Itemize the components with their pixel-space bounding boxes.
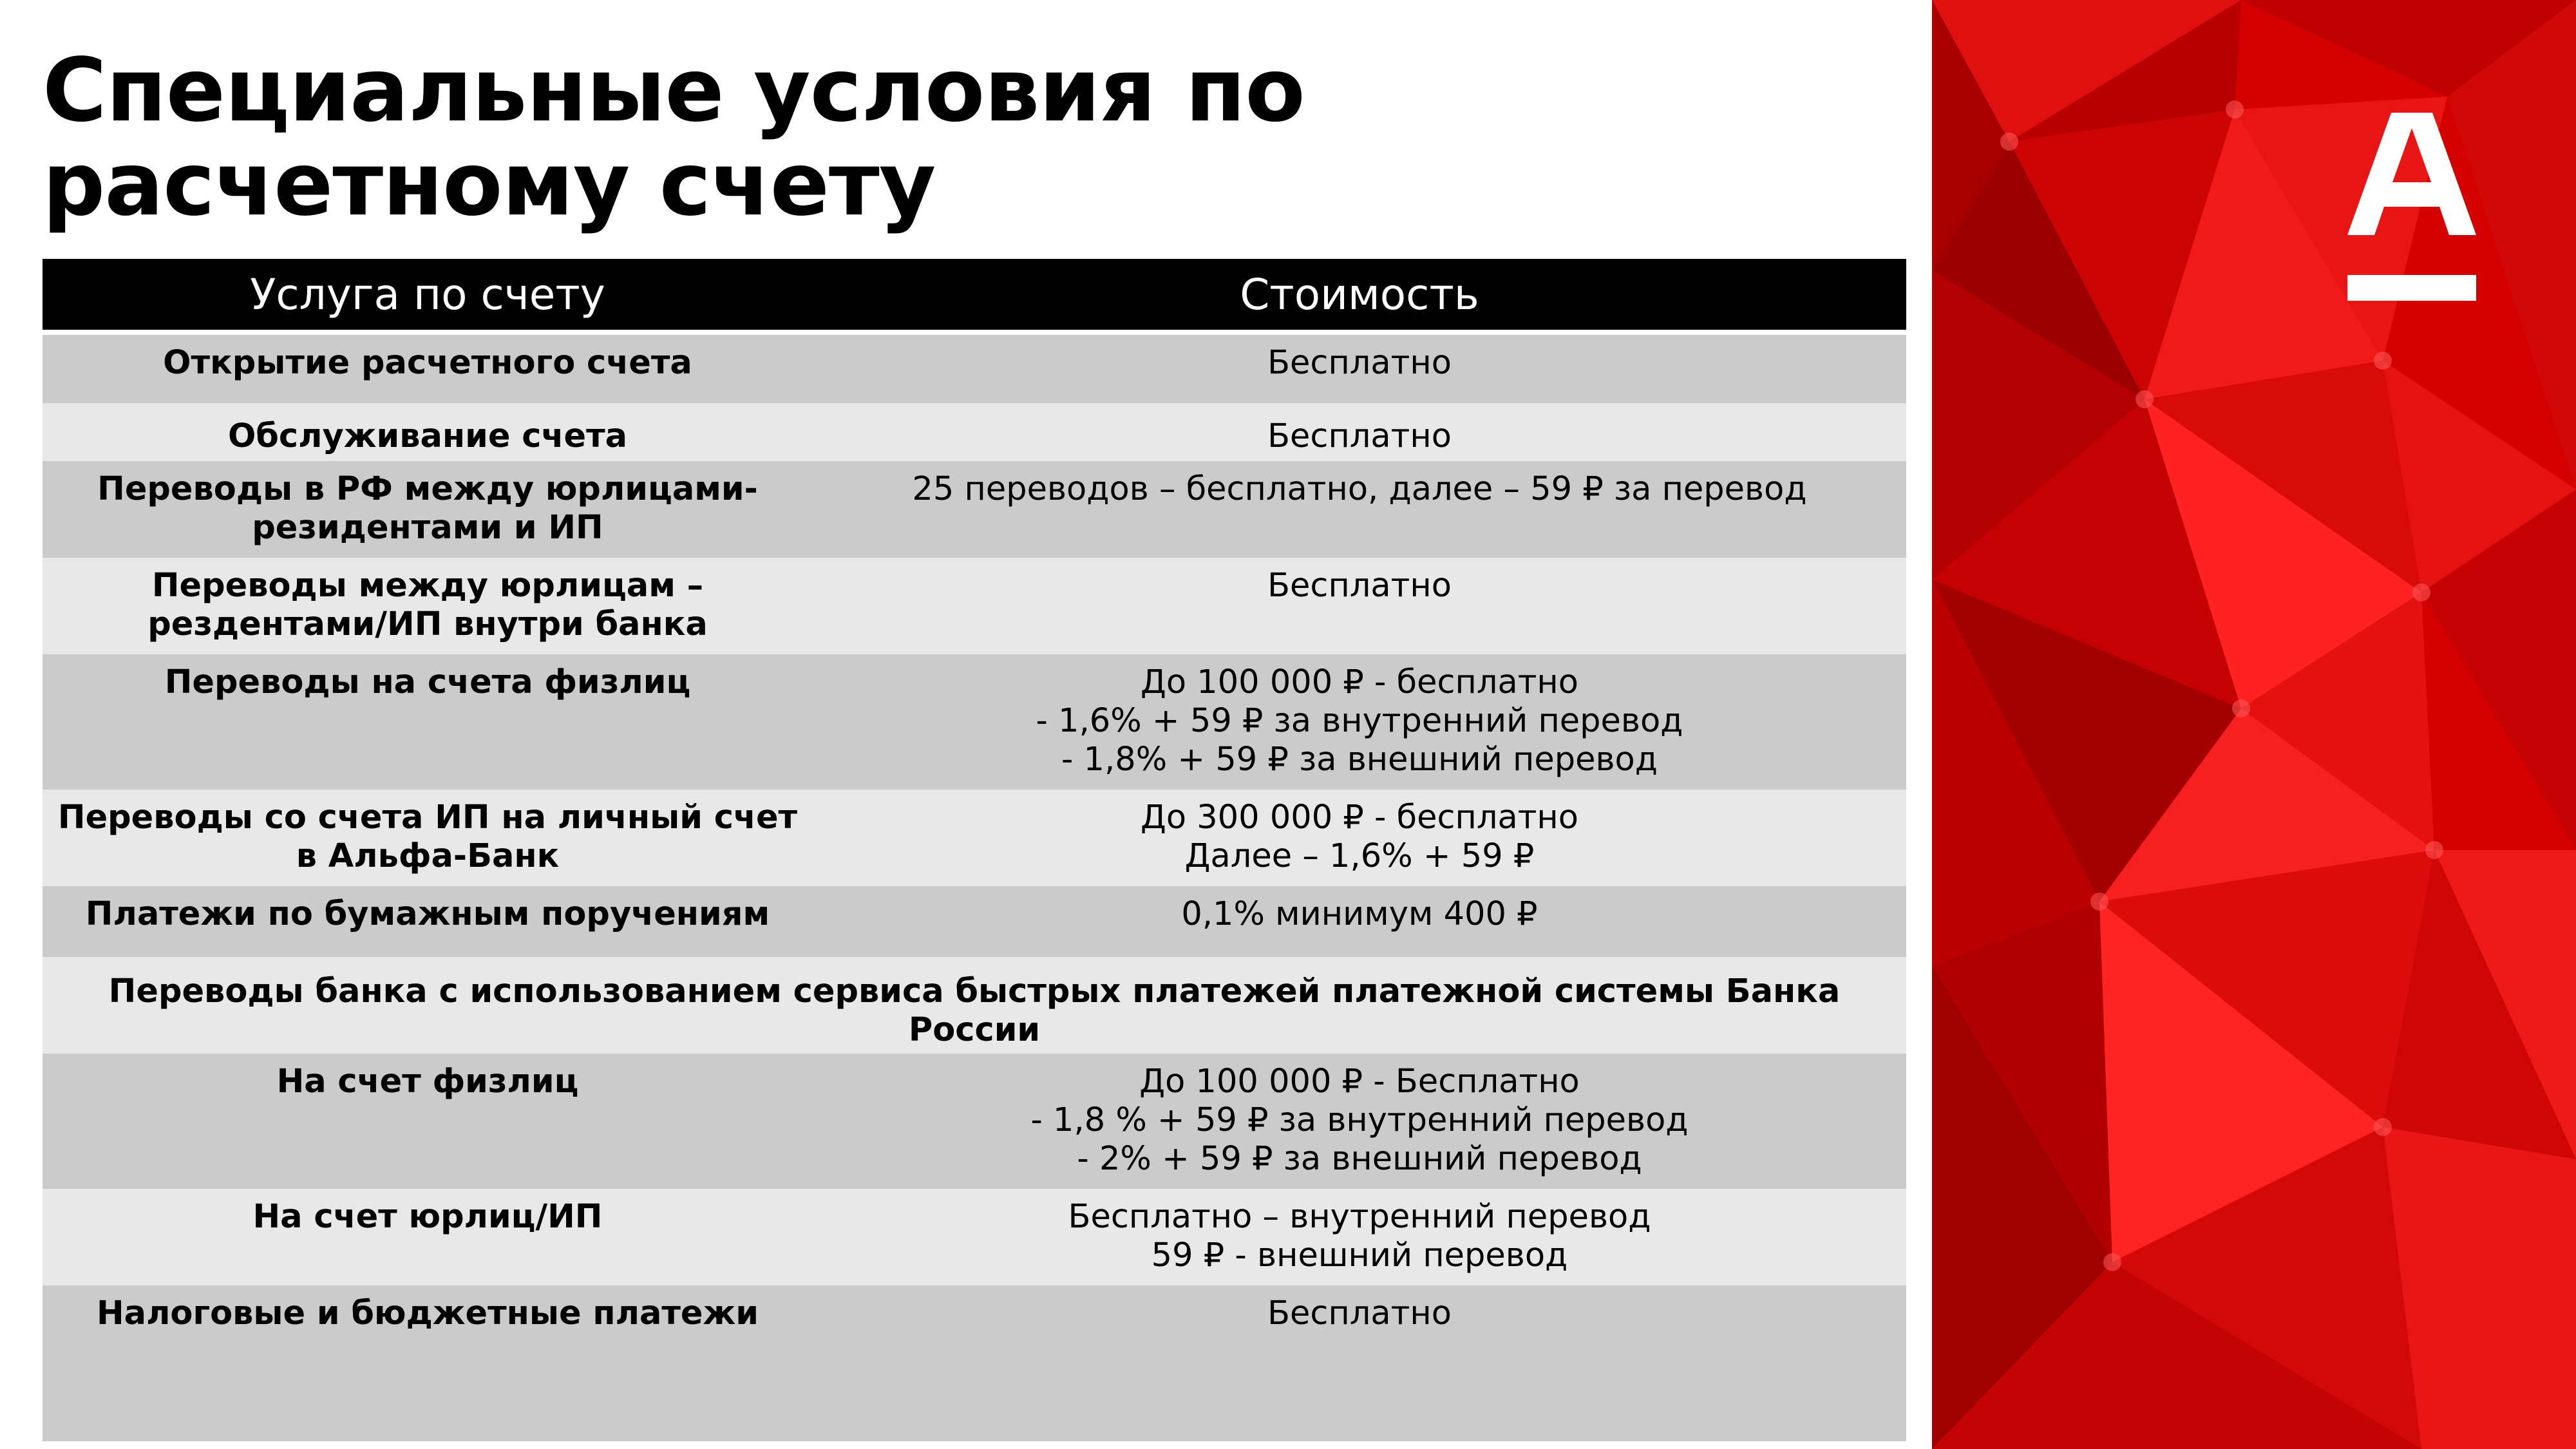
cost-cell: Бесплатно – внутренний перевод 59 ₽ - внешний перевод bbox=[813, 1189, 1906, 1285]
service-cell: Налоговые и бюджетные платежи bbox=[43, 1285, 813, 1441]
cost-cell: До 100 000 ₽ - Бесплатно - 1,8 % + 59 ₽ за внутренний перевод - 2% + 59 ₽ за внешний перевод bbox=[813, 1054, 1906, 1189]
cost-cell: До 300 000 ₽ - бесплатно Далее – 1,6% + 59 ₽ bbox=[813, 790, 1906, 886]
table-row bbox=[43, 403, 1906, 461]
cost-cell: Бесплатно bbox=[813, 1285, 1906, 1441]
service-cell: Открытие расчетного счета bbox=[43, 335, 813, 403]
polygon-pattern bbox=[1932, 0, 2576, 1449]
tariff-table bbox=[43, 259, 1906, 1441]
service-cell: На счет юрлиц/ИП bbox=[43, 1189, 813, 1285]
table-row bbox=[43, 790, 1906, 886]
service-cell: Переводы на счета физлиц bbox=[43, 654, 813, 790]
cost-cell: Бесплатно bbox=[813, 403, 1906, 461]
table-row bbox=[43, 558, 1906, 654]
service-cell: Переводы со счета ИП на личный счет в Альфа-Банк bbox=[43, 790, 813, 886]
table-section-row bbox=[43, 957, 1906, 1054]
table-row bbox=[43, 886, 1906, 957]
table-row bbox=[43, 461, 1906, 558]
cost-cell: 25 переводов – бесплатно, далее – 59 ₽ за перевод bbox=[813, 461, 1906, 558]
title-line-1: Специальные условия по bbox=[43, 40, 1305, 142]
service-cell: Переводы в РФ между юрлицами- резидентами и ИП bbox=[43, 461, 813, 558]
decorative-red-panel bbox=[1932, 0, 2576, 1449]
table-row bbox=[43, 654, 1906, 790]
service-cell: Платежи по бумажным поручениям bbox=[43, 886, 813, 957]
service-cell: Переводы между юрлицам – рездентами/ИП внутри банка bbox=[43, 558, 813, 654]
slide-title bbox=[43, 40, 1910, 236]
alfa-bank-a-logo bbox=[2347, 113, 2476, 306]
section-cell: Переводы банка с использованием сервиса быстрых платежей платежной системы Банка России bbox=[43, 957, 1906, 1054]
service-cell: Обслуживание счета bbox=[43, 403, 813, 461]
cost-cell: До 100 000 ₽ - бесплатно - 1,6% + 59 ₽ за внутренний перевод - 1,8% + 59 ₽ за внешний перевод bbox=[813, 654, 1906, 790]
cost-cell: 0,1% минимум 400 ₽ bbox=[813, 886, 1906, 957]
table-row bbox=[43, 1189, 1906, 1285]
header-cost: Стоимость bbox=[813, 259, 1906, 330]
title-line-2: расчетному счету bbox=[43, 134, 936, 236]
table-row bbox=[43, 1285, 1906, 1441]
table-row bbox=[43, 335, 1906, 403]
cost-cell: Бесплатно bbox=[813, 558, 1906, 654]
table-header-row bbox=[43, 259, 1906, 330]
header-service: Услуга по счету bbox=[43, 259, 813, 330]
table-row bbox=[43, 1054, 1906, 1189]
service-cell: На счет физлиц bbox=[43, 1054, 813, 1189]
cost-cell: Бесплатно bbox=[813, 335, 1906, 403]
